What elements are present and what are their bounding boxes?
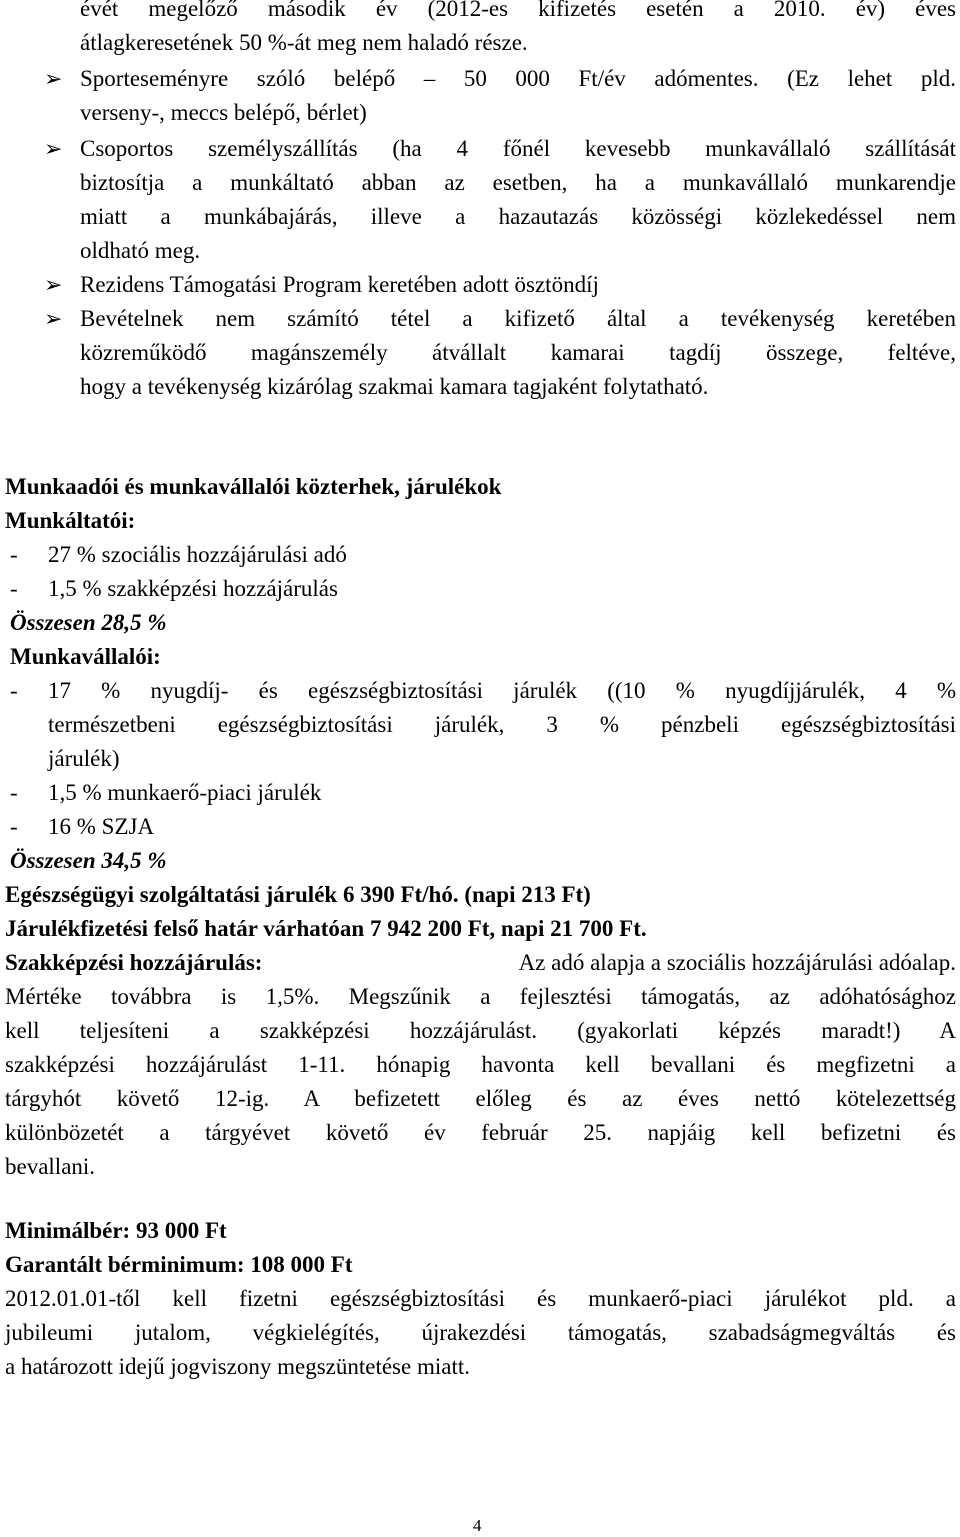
page-number: 4 bbox=[473, 1516, 482, 1535]
bullet-text-line: biztosítja a munkáltató abban az esetben, ha a munkavállaló munkarendje bbox=[80, 170, 956, 195]
employee-item: járulék) bbox=[48, 746, 120, 771]
bullet-text-line: verseny-, meccs belépő, bérlet) bbox=[80, 100, 367, 125]
bullet-text-line: közreműködő magánszemély átvállalt kamarai tagdíj összege, feltéve, bbox=[80, 340, 956, 365]
bullet-text-line: Sporteseményre szóló belépő – 50 000 Ft/év adómentes. (Ez lehet pld. bbox=[80, 66, 956, 91]
training-line-1 bbox=[5, 948, 956, 978]
employee-item: természetbeni egészségbiztosítási járulék, 3 % pénzbeli egészségbiztosítási bbox=[48, 712, 956, 737]
arrow-bullet-icon: ➢ bbox=[44, 136, 63, 161]
training-text: Mértéke továbbra is 1,5%. Megszűnik a fejlesztési támogatás, az adóhatósághoz bbox=[5, 984, 956, 1009]
training-label: Szakképzési hozzájárulás: bbox=[5, 950, 263, 975]
arrow-bullet-icon: ➢ bbox=[44, 272, 63, 297]
bullet-text-line: miatt a munkábajárás, illeve a hazautazás közösségi közlekedéssel nem bbox=[80, 204, 956, 229]
guaranteed-minimum: Garantált bérminimum: 108 000 Ft bbox=[5, 1252, 353, 1277]
bullet-text-line: évét megelőző második év (2012-es kifizetés esetén a 2010. év) éves bbox=[80, 0, 956, 21]
arrow-bullet-icon: ➢ bbox=[44, 306, 63, 331]
employer-total: Összesen 28,5 % bbox=[10, 610, 167, 635]
minimum-wage: Minimálbér: 93 000 Ft bbox=[5, 1218, 227, 1243]
employee-label: Munkavállalói: bbox=[10, 644, 161, 669]
employee-item: 1,5 % munkaerő-piaci járulék bbox=[48, 780, 322, 805]
employer-item: 1,5 % szakképzési hozzájárulás bbox=[48, 576, 338, 601]
employer-label: Munkáltatói: bbox=[5, 508, 136, 533]
dash-marker: - bbox=[10, 542, 18, 567]
bullet-text-line: hogy a tevékenység kizárólag szakmai kamara tagjaként folytatható. bbox=[80, 374, 709, 399]
dash-marker: - bbox=[10, 678, 18, 703]
training-text: kell teljesíteni a szakképzési hozzájárulást. (gyakorlati képzés maradt!) A bbox=[5, 1018, 956, 1043]
arrow-bullet-icon: ➢ bbox=[44, 66, 63, 91]
training-text: különbözetét a tárgyévet követő év február 25. napjáig kell befizetni és bbox=[5, 1120, 956, 1145]
section-heading: Munkaadói és munkavállalói közterhek, járulékok bbox=[5, 474, 502, 499]
training-text: Az adó alapja a szociális hozzájárulási adóalap. bbox=[518, 950, 956, 975]
training-text: tárgyhót követő 12-ig. A befizetett előleg és az éves nettó kötelezettség bbox=[5, 1086, 956, 1111]
dash-marker: - bbox=[10, 576, 18, 601]
training-text: bevallani. bbox=[5, 1154, 96, 1179]
bullet-text-line: oldható meg. bbox=[80, 238, 201, 263]
bullet-text-line: Rezidens Támogatási Program keretében adott ösztöndíj bbox=[80, 272, 599, 297]
bullet-text-line: Csoportos személyszállítás (ha 4 főnél kevesebb munkavállaló szállítását bbox=[80, 136, 956, 161]
wage-note: a határozott idejű jogviszony megszüntetése miatt. bbox=[5, 1354, 470, 1379]
employee-item: 17 % nyugdíj- és egészségbiztosítási járulék ((10 % nyugdíjjárulék, 4 % bbox=[48, 678, 956, 703]
bullet-text-line: átlagkeresetének 50 %-át meg nem haladó része. bbox=[80, 30, 528, 55]
employer-item: 27 % szociális hozzájárulási adó bbox=[48, 542, 347, 567]
employee-item: 16 % SZJA bbox=[48, 814, 155, 839]
training-text: szakképzési hozzájárulást 1-11. hónapig havonta kell bevallani és megfizetni a bbox=[5, 1052, 956, 1077]
dash-marker: - bbox=[10, 814, 18, 839]
employee-total: Összesen 34,5 % bbox=[10, 848, 167, 873]
wage-note: jubileumi jutalom, végkielégítés, újrakezdési támogatás, szabadságmegváltás és bbox=[5, 1320, 956, 1345]
wage-note: 2012.01.01-től kell fizetni egészségbiztosítási és munkaerő-piaci járulékot pld. a bbox=[5, 1286, 956, 1311]
bullet-text-line: Bevételnek nem számító tétel a kifizető által a tevékenység keretében bbox=[80, 306, 956, 331]
dash-marker: - bbox=[10, 780, 18, 805]
upper-limit-line: Járulékfizetési felső határ várhatóan 7 942 200 Ft, napi 21 700 Ft. bbox=[5, 916, 647, 941]
health-fee-line: Egészségügyi szolgáltatási járulék 6 390 Ft/hó. (napi 213 Ft) bbox=[5, 882, 591, 907]
